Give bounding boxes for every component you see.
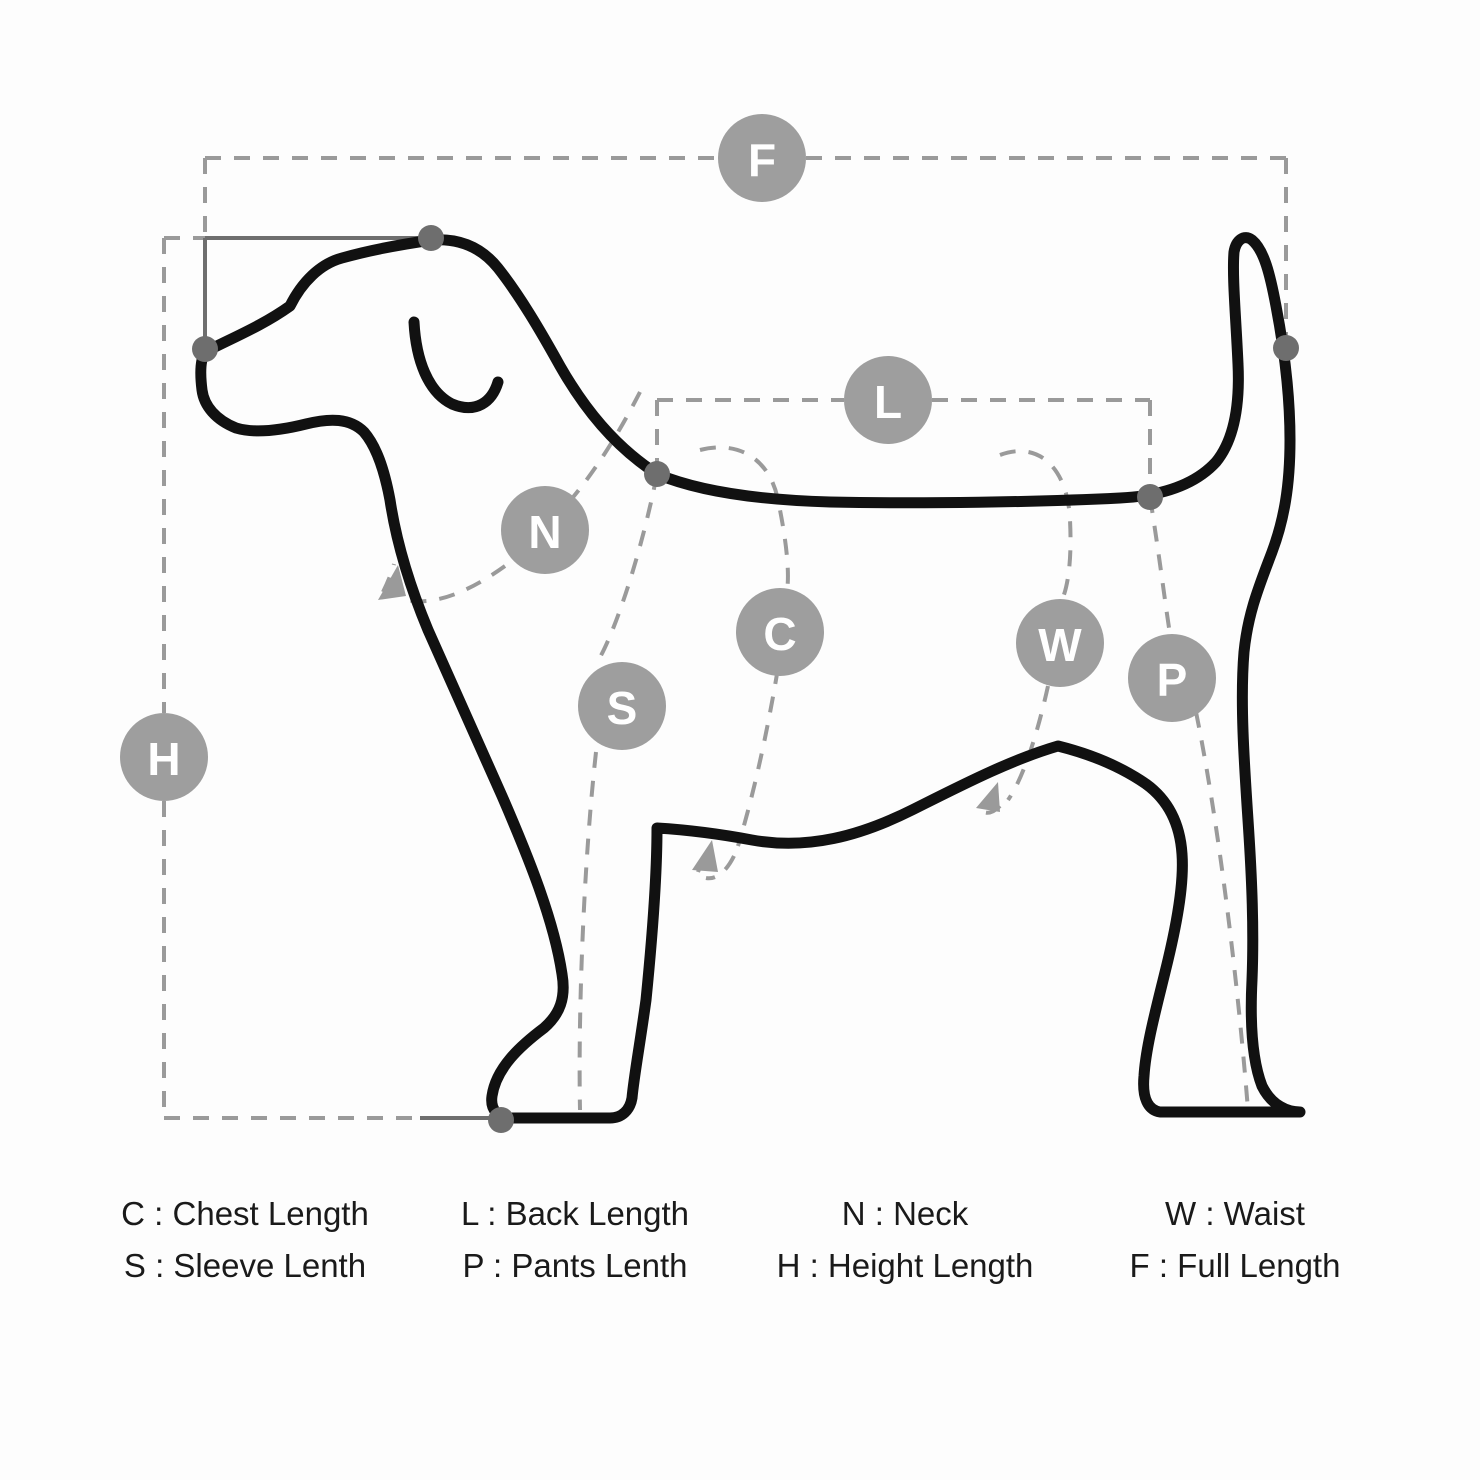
badge-label-F: F	[747, 134, 777, 186]
legend-item-full: F : Full Length	[1129, 1247, 1341, 1284]
point-head-top	[418, 225, 444, 251]
legend-item-back: L : Back Length	[460, 1195, 690, 1232]
chest-arrow-head	[692, 840, 718, 872]
badge-full-length	[718, 114, 806, 202]
legend-item-pants: P : Pants Lenth	[462, 1247, 688, 1284]
legend-row	[0, 1195, 1480, 1233]
legend-item-neck: N : Neck	[841, 1195, 969, 1232]
measurement-badges	[120, 114, 1216, 801]
badge-label-N: N	[528, 506, 562, 558]
badge-label-S: S	[606, 682, 638, 734]
point-rump	[1137, 484, 1163, 510]
badge-pants-length	[1128, 634, 1216, 722]
legend-item-height: H : Height Length	[776, 1247, 1034, 1284]
legend-row	[0, 1247, 1480, 1285]
badge-label-P: P	[1156, 654, 1188, 706]
badge-neck	[501, 486, 589, 574]
point-front-paw	[488, 1107, 514, 1133]
badge-sleeve-length	[578, 662, 666, 750]
badge-height-length	[120, 713, 208, 801]
badge-back-length	[844, 356, 932, 444]
badge-chest	[736, 588, 824, 676]
waist-arrow-head	[976, 782, 1000, 812]
badge-waist	[1016, 599, 1104, 687]
point-nose	[192, 336, 218, 362]
badge-label-L: L	[873, 376, 903, 428]
badge-label-C: C	[763, 608, 797, 660]
badge-label-W: W	[1038, 619, 1082, 671]
legend-item-chest: C : Chest Length	[121, 1195, 369, 1232]
guide-lines	[164, 158, 1286, 1118]
legend	[0, 1195, 1480, 1299]
point-tail-tip	[1273, 335, 1299, 361]
point-withers	[644, 461, 670, 487]
legend-item-waist: W : Waist	[1165, 1195, 1305, 1232]
legend-item-sleeve: S : Sleeve Lenth	[123, 1247, 367, 1284]
badge-label-H: H	[147, 733, 181, 785]
